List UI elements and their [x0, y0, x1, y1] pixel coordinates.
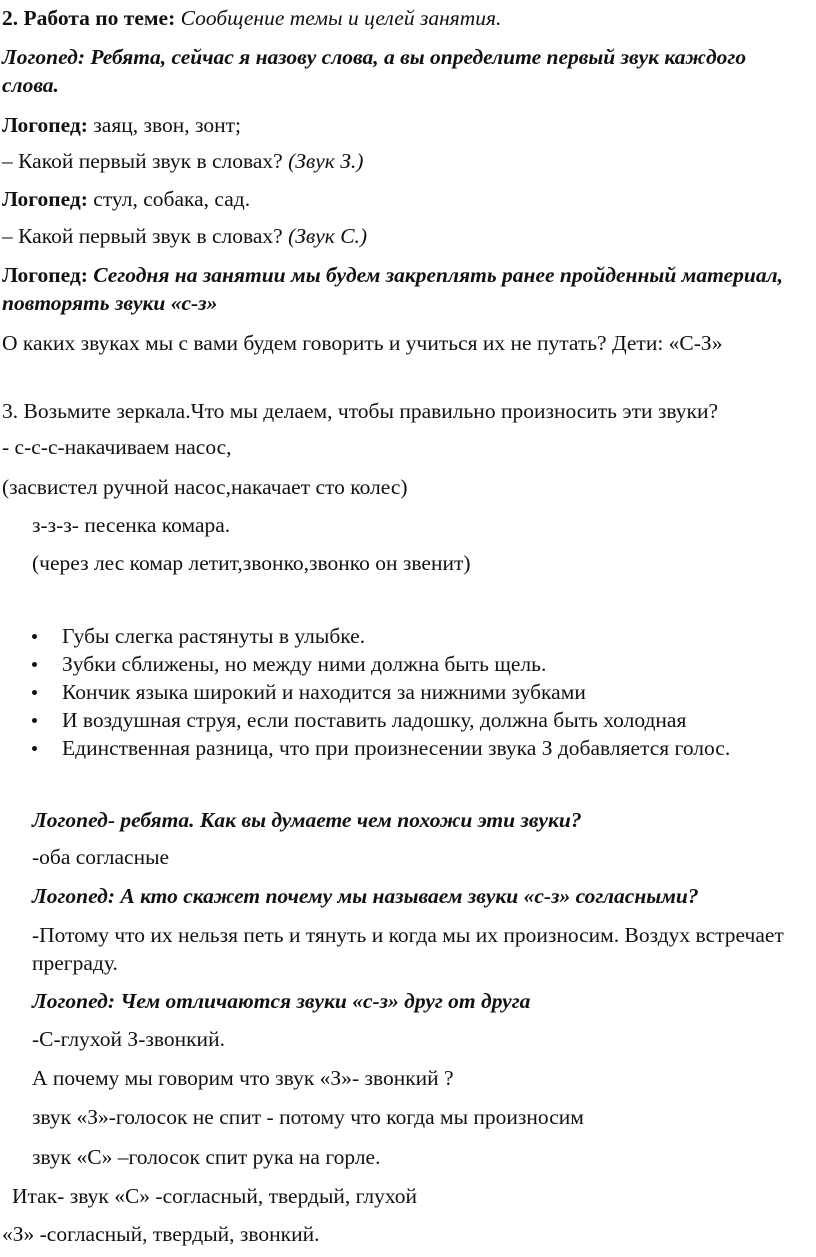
logoped-words-2 [2, 185, 808, 213]
answer-voiceless-voiced: -С-глухой З-звонкий. [32, 1027, 225, 1051]
bullet-icon [32, 634, 37, 639]
voice-asleep: звук «С» –голосок спит рука на горле. [32, 1145, 381, 1169]
bullet-icon [32, 718, 37, 723]
logoped-today [2, 261, 786, 317]
speaker-label: Логопед: [2, 263, 88, 287]
logoped-intro: Логопед: Ребята, сейчас я назову слова, а вы определите первый звук каждого слова. [2, 45, 747, 97]
question-text: – Какой первый звук в словах? [2, 149, 289, 173]
answer-consonants: -оба согласные [32, 845, 170, 869]
bullet-icon [32, 662, 37, 667]
summary-s: Итак- звук «С» -согласный, твердый, глухой [12, 1184, 418, 1208]
articulation-list [0, 622, 816, 762]
words-text: стул, собака, сад. [87, 187, 251, 211]
mosquito-rhyme: (через лес комар летит,звонко,звонко он звенит) [32, 551, 471, 575]
list-item: Единственная разница, что при произнесении звука З добавляется голос. [0, 734, 816, 762]
sounds-question: О каких звуках мы с вами будем говорить и учиться их не путать? Дети: «С-З» [2, 331, 723, 355]
question-voiced: А почему мы говорим что звук «З»- звонкий ? [32, 1066, 454, 1090]
speaker-label: Логопед: [2, 113, 88, 137]
section-label: 2. Работа по теме: [2, 6, 176, 30]
answer-obstacle: -Потому что их нельзя петь и тянуть и когда мы их произносим. Воздух встречает преграду. [32, 923, 784, 975]
mirror-task: 3. Возьмите зеркала.Что мы делаем, чтобы правильно произносить эти звуки? [2, 399, 719, 423]
logoped-words-1 [2, 111, 808, 139]
list-item: Зубки сближены, но между ними должна быть щель. [0, 650, 816, 678]
mosquito-line: з-з-з- песенка комара. [32, 513, 231, 537]
question-text: – Какой первый звук в словах? [2, 224, 289, 248]
section-topic: Сообщение темы и целей занятия. [175, 6, 502, 30]
question-2 [2, 222, 808, 250]
answer-text: (Звук С.) [288, 224, 368, 248]
logoped-similar: Логопед- ребята. Как вы думаете чем похожи эти звуки? [32, 808, 582, 832]
list-item: Губы слегка растянуты в улыбке. [0, 622, 816, 650]
logoped-difference: Логопед: Чем отличаются звуки «с-з» друг от друга [32, 989, 531, 1013]
today-text: Сегодня на занятии мы будем закреплять ранее пройденный материал, повторять звуки «с-з» [2, 263, 784, 315]
list-item: И воздушная струя, если поставить ладошку, должна быть холодная [0, 706, 816, 734]
bullet-icon [32, 690, 37, 695]
question-1 [2, 147, 808, 175]
section-heading [2, 4, 808, 32]
answer-text: (Звук З.) [288, 149, 364, 173]
voice-awake: звук «З»-голосок не спит - потому что когда мы произносим [32, 1105, 584, 1129]
logoped-why-consonants: Логопед: А кто скажет почему мы называем звуки «с-з» согласными? [32, 884, 699, 908]
pump-line: - с-с-с-накачиваем насос, [2, 435, 232, 459]
speaker-label: Логопед: [2, 187, 88, 211]
summary-z: «З» -согласный, твердый, звонкий. [2, 1222, 320, 1246]
bullet-icon [32, 746, 37, 751]
list-item: Кончик языка широкий и находится за нижними зубками [0, 678, 816, 706]
pump-rhyme: (засвистел ручной насос,накачает сто колес) [2, 475, 408, 499]
words-text: заяц, звон, зонт; [87, 113, 241, 137]
